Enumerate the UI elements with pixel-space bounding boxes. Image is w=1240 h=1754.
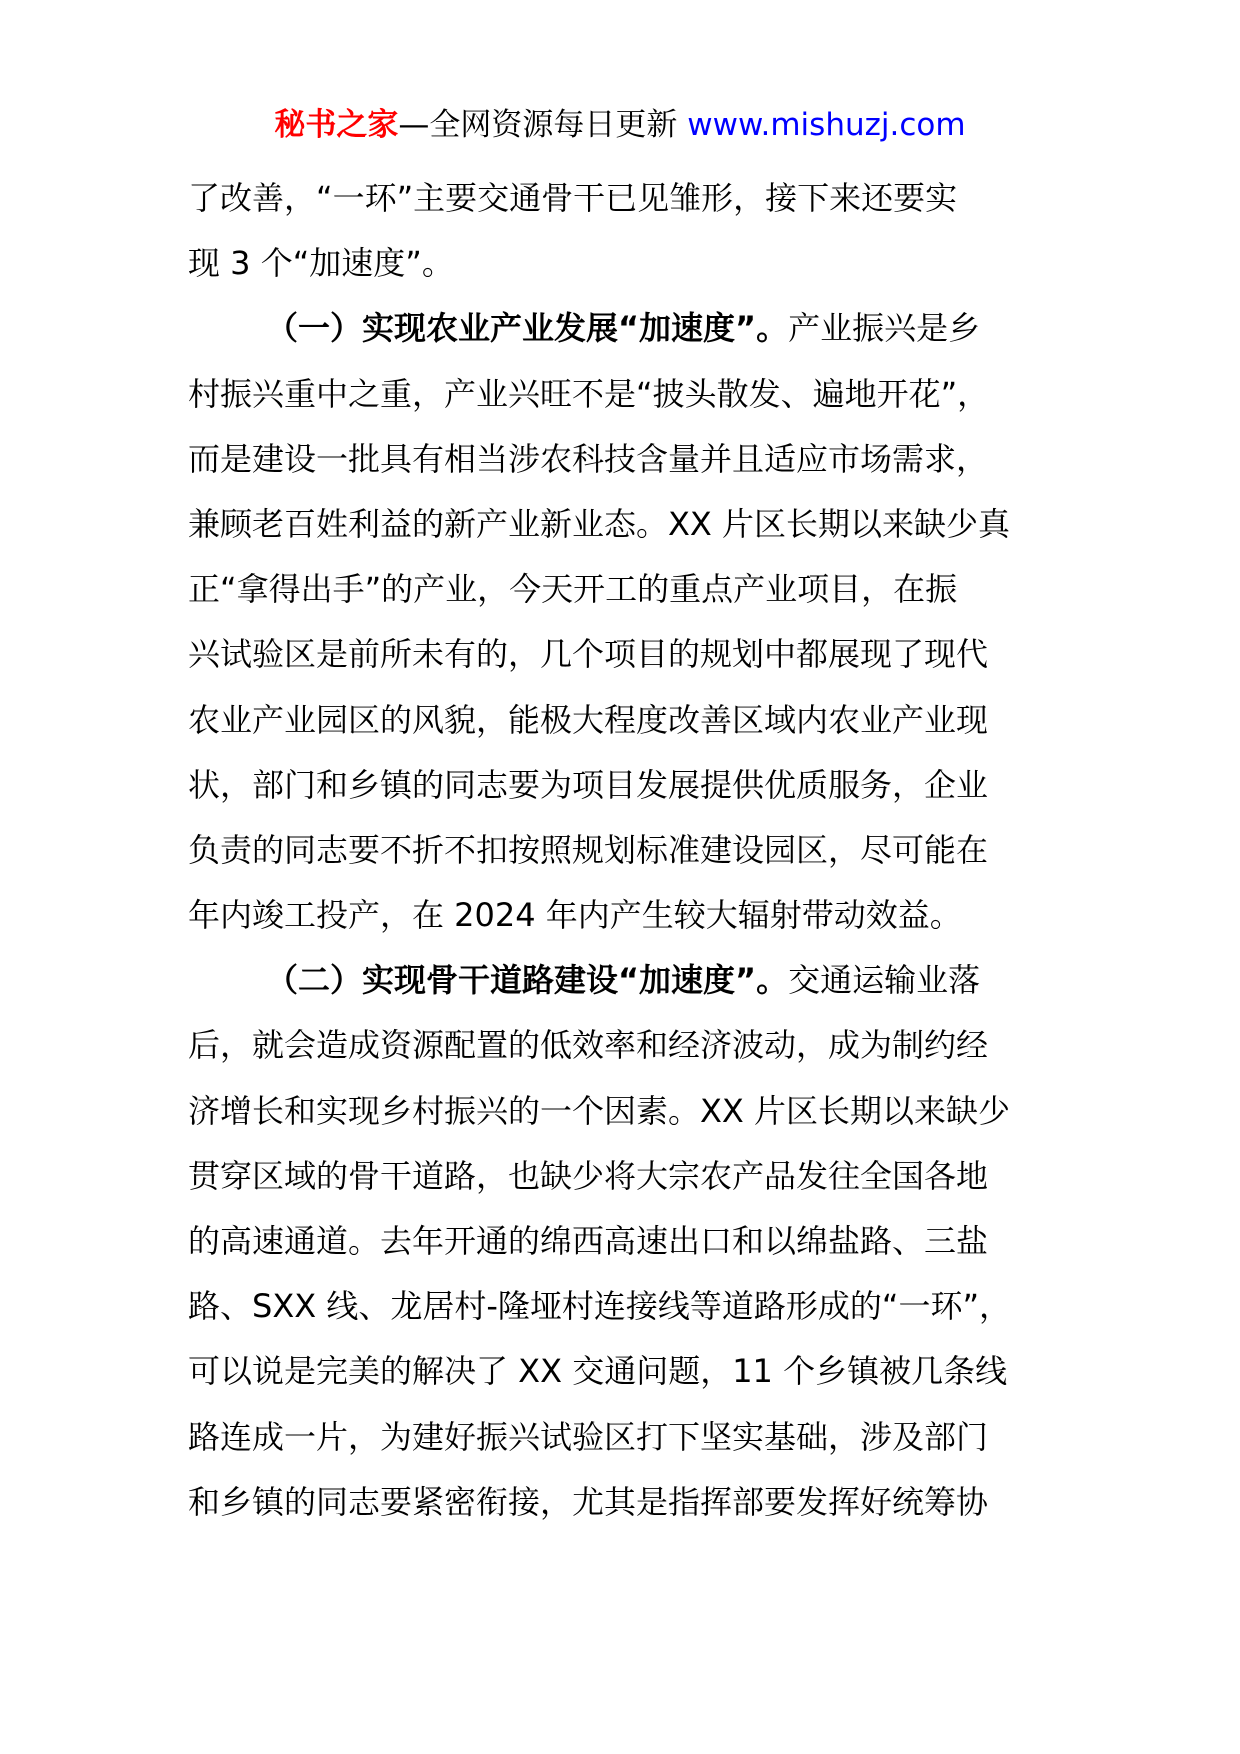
brand-name: 秘书之家 [274, 107, 399, 143]
section-lead-text: 产业振兴是乡 [788, 309, 981, 348]
text-line: 正“拿得出手”的产业，今天开工的重点产业项目，在振 [188, 570, 958, 609]
text-line: 农业产业园区的风貌，能极大程度改善区域内农业产业现 [188, 700, 989, 739]
text-line: 负责的同志要不折不扣按照规划标准建设园区，尽可能在 [188, 830, 989, 869]
text-line: 可以说是完美的解决了 XX 交通问题，11 个乡镇被几条线 [188, 1352, 1008, 1391]
text-line: 而是建设一批具有相当涉农科技含量并且适应市场需求， [188, 439, 989, 478]
section-heading: （一）实现农业产业发展“加速度”。 [266, 309, 789, 348]
text-line: 兼顾老百姓利益的新产业新业态。XX 片区长期以来缺少真 [188, 504, 1011, 543]
text-line: 现 3 个“加速度”。 [188, 244, 454, 283]
section-heading-line [188, 948, 1078, 1013]
text-line: 了改善，“一环”主要交通骨干已见雏形，接下来还要实 [188, 179, 958, 217]
document-body [188, 166, 1078, 1535]
text-line: 和乡镇的同志要紧密衔接，尤其是指挥部要发挥好统筹协 [188, 1482, 989, 1521]
header-tagline: —全网资源每日更新 [398, 107, 688, 143]
text-line: 年内竣工投产，在 2024 年内产生较大辐射带动效益。 [188, 896, 962, 935]
text-line: 后，就会造成资源配置的低效率和经济波动，成为制约经 [188, 1026, 989, 1065]
text-line: 贯穿区域的骨干道路，也缺少将大宗农产品发往全国各地 [188, 1156, 989, 1195]
section-heading: （二）实现骨干道路建设“加速度”。 [266, 961, 789, 1000]
text-line: 兴试验区是前所未有的，几个项目的规划中都展现了现代 [188, 635, 989, 674]
section-heading-line [188, 296, 1078, 361]
text-line: 的高速通道。去年开通的绵西高速出口和以绵盐路、三盐 [188, 1222, 989, 1260]
site-url-link[interactable]: www.mishuzj.com [687, 107, 966, 143]
text-line: 村振兴重中之重，产业兴旺不是“披头散发、遍地开花”， [188, 374, 990, 413]
text-line: 济增长和实现乡村振兴的一个因素。XX 片区长期以来缺少 [188, 1091, 1011, 1130]
text-line: 路连成一片，为建好振兴试验区打下坚实基础，涉及部门 [188, 1417, 989, 1456]
site-header [0, 100, 1240, 150]
section-lead-text: 交通运输业落 [788, 961, 981, 1000]
text-line: 状，部门和乡镇的同志要为项目发展提供优质服务，企业 [188, 765, 989, 804]
text-line: 路、SXX 线、龙居村-隆垭村连接线等道路形成的“一环”， [188, 1287, 1012, 1326]
